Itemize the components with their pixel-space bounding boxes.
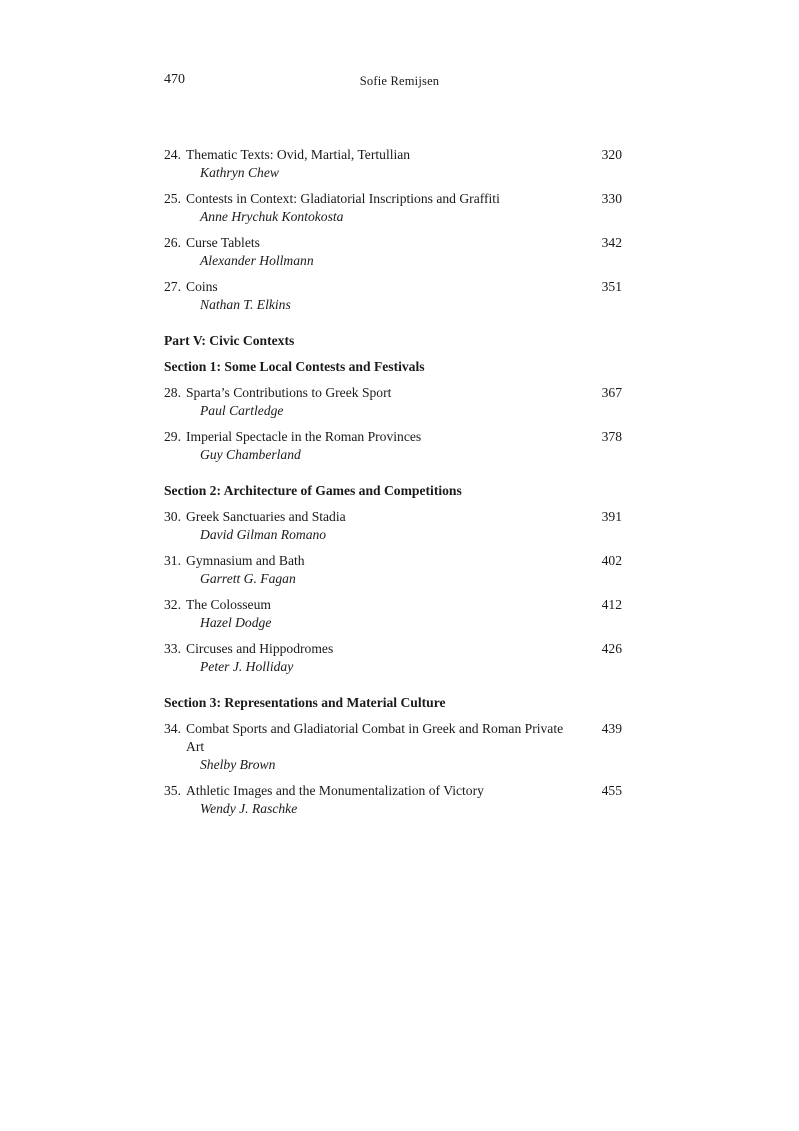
entry-page-number: 330 [601, 191, 622, 206]
toc-entry [164, 234, 624, 270]
entry-author: Shelby Brown [200, 757, 276, 772]
toc-entry [164, 428, 624, 464]
entry-page-number: 342 [601, 235, 622, 250]
toc-entry [164, 596, 624, 632]
entry-title [164, 782, 624, 800]
toc-entry [164, 190, 624, 226]
entry-page-number: 426 [601, 641, 622, 656]
entry-author: Anne Hrychuk Kontokosta [200, 209, 344, 224]
section-heading: Section 3: Representations and Material Culture [164, 695, 446, 710]
entry-number: 30. [164, 509, 181, 524]
toc-entry [164, 384, 624, 420]
toc-entry [164, 782, 624, 818]
toc-entry [164, 552, 624, 588]
entry-page-number: 391 [601, 509, 622, 524]
entry-number: 24. [164, 147, 181, 162]
entry-page-number: 412 [601, 597, 622, 612]
entry-author: Paul Cartledge [200, 403, 284, 418]
entry-page-number: 455 [601, 783, 622, 798]
entry-title-text: Curse Tablets [186, 235, 260, 250]
entry-title-text: Greek Sanctuaries and Stadia [186, 509, 346, 524]
entry-author: Nathan T. Elkins [200, 297, 291, 312]
entry-title [164, 190, 624, 208]
entry-page-number: 367 [601, 385, 622, 400]
entry-title [164, 384, 624, 402]
entry-title-text: Combat Sports and Gladiatorial Combat in Greek and Roman Private Art [186, 721, 564, 754]
entry-title [164, 552, 624, 570]
entry-title-text: Gymnasium and Bath [186, 553, 305, 568]
entry-title [164, 640, 624, 658]
entry-page-number: 320 [601, 147, 622, 162]
table-of-contents [164, 146, 624, 826]
entry-author: Wendy J. Raschke [200, 801, 298, 816]
entry-title-text: Contests in Context: Gladiatorial Inscriptions and Graffiti [186, 191, 500, 206]
entry-title-text: Circuses and Hippodromes [186, 641, 334, 656]
entry-number: 32. [164, 597, 181, 612]
section-heading: Section 1: Some Local Contests and Festivals [164, 359, 425, 374]
toc-entry [164, 640, 624, 676]
entry-page-number: 351 [601, 279, 622, 294]
entry-number: 25. [164, 191, 181, 206]
entry-number: 35. [164, 783, 181, 798]
entry-title-text: The Colosseum [186, 597, 271, 612]
entry-number: 26. [164, 235, 181, 250]
entry-number: 29. [164, 429, 181, 444]
entry-author: Hazel Dodge [200, 615, 272, 630]
page-number: 470 [164, 72, 185, 87]
toc-entry [164, 278, 624, 314]
entry-title [164, 234, 624, 252]
entry-number: 34. [164, 721, 181, 736]
entry-author: Garrett G. Fagan [200, 571, 296, 586]
entry-title-text: Sparta’s Contributions to Greek Sport [186, 385, 392, 400]
running-head: Sofie Remijsen [359, 74, 440, 88]
part-heading: Part V: Civic Contexts [164, 333, 295, 348]
entry-author: David Gilman Romano [200, 527, 327, 542]
entry-title [164, 508, 624, 526]
entry-page-number: 439 [601, 721, 622, 736]
entry-title-text: Imperial Spectacle in the Roman Provinces [186, 429, 422, 444]
entry-author: Alexander Hollmann [200, 253, 314, 268]
entry-title [164, 720, 624, 756]
entry-title-text: Coins [186, 279, 218, 294]
entry-title [164, 278, 624, 296]
toc-entry [164, 720, 624, 774]
section-heading: Section 2: Architecture of Games and Competitions [164, 483, 462, 498]
toc-entry [164, 146, 624, 182]
entry-page-number: 378 [601, 429, 622, 444]
entry-title [164, 428, 624, 446]
page-header [0, 72, 799, 92]
entry-number: 28. [164, 385, 181, 400]
entry-author: Guy Chamberland [200, 447, 301, 462]
entry-title-text: Thematic Texts: Ovid, Martial, Tertullian [186, 147, 411, 162]
entry-title [164, 146, 624, 164]
entry-number: 33. [164, 641, 181, 656]
entry-title-text: Athletic Images and the Monumentalization of Victory [186, 783, 484, 798]
entry-title [164, 596, 624, 614]
toc-entry [164, 508, 624, 544]
entry-number: 27. [164, 279, 181, 294]
entry-author: Kathryn Chew [200, 165, 279, 180]
entry-number: 31. [164, 553, 181, 568]
entry-author: Peter J. Holliday [200, 659, 294, 674]
entry-page-number: 402 [601, 553, 622, 568]
